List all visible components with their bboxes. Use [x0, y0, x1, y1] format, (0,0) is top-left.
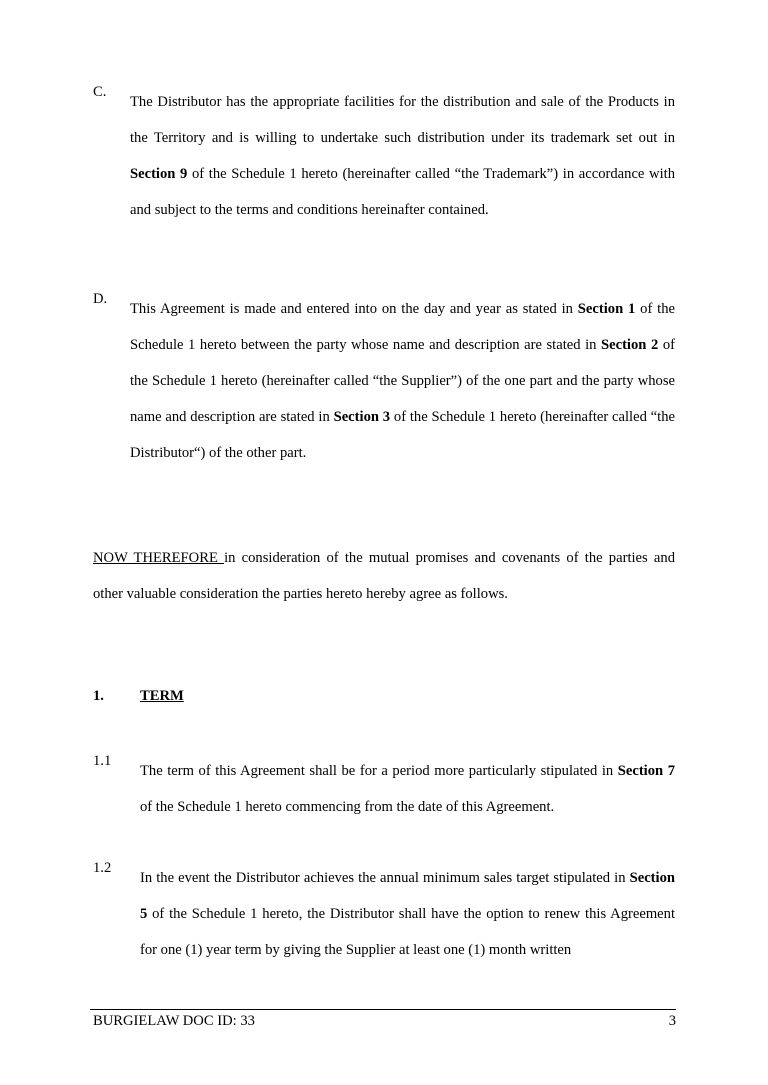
subclause-text: [140, 860, 675, 968]
text-run: The Distributor has the appropriate facilities for the distribution and sale of the Products in the Territory and is willing to undertake such distribution under its trademark set out in: [130, 94, 675, 146]
recital-label: D.: [93, 291, 108, 307]
subclause-text: [140, 753, 675, 825]
text-run: of the Schedule 1 hereto (hereinafter called “the Trademark”) in accordance with and subject to the terms and conditions hereinafter contained.: [130, 166, 675, 218]
operative-clause: [93, 540, 675, 612]
section-title: TERM: [140, 688, 184, 704]
section-reference: Section 7: [617, 763, 675, 779]
recital-label: C.: [93, 84, 107, 100]
text-run: The term of this Agreement shall be for a period more particularly stipulated in: [140, 763, 618, 779]
section-reference: Section 5: [140, 870, 675, 922]
subclause-1-1: [93, 753, 675, 825]
text-run: in consideration of the mutual promises and covenants of the parties and other valuable consideration the parties hereto hereby agree as follows.: [93, 550, 675, 602]
text-run: This Agreement is made and entered into on the day and year as stated in: [130, 301, 578, 317]
footer-doc-id: BURGIELAW DOC ID: 33: [93, 1013, 255, 1029]
subclause-1-2: [93, 860, 675, 968]
section-reference: Section 3: [333, 409, 391, 425]
subclause-label: 1.2: [93, 860, 112, 876]
subclause-label: 1.1: [93, 753, 112, 769]
text-run: of the Schedule 1 hereto (hereinafter called “the Distributor“) of the other part.: [130, 409, 675, 461]
now-therefore-lead: NOW THEREFORE: [93, 550, 225, 566]
footer-page-number: 3: [668, 1013, 676, 1029]
section-number: 1.: [93, 688, 104, 704]
section-reference: Section 9: [130, 166, 188, 182]
text-run: of the Schedule 1 hereto, the Distributor shall have the option to renew this Agreement for one (1) year term by giving the Supplier at least one (1) month written: [140, 906, 675, 958]
footer-divider: [90, 1009, 676, 1010]
section-reference: Section 2: [601, 337, 659, 353]
section-reference: Section 1: [577, 301, 636, 317]
recital-text: [130, 291, 675, 471]
section-heading: [93, 688, 184, 705]
text-run: In the event the Distributor achieves the annual minimum sales target stipulated in: [140, 870, 630, 886]
text-run: of the Schedule 1 hereto (hereinafter called “the Supplier”) of the one part and the party whose name and description are stated in: [130, 337, 675, 425]
text-run: of the Schedule 1 hereto between the party whose name and description are stated in: [130, 301, 675, 353]
recital-c: [93, 84, 675, 228]
text-run: of the Schedule 1 hereto commencing from the date of this Agreement.: [140, 799, 555, 815]
recital-text: [130, 84, 675, 228]
recital-d: [93, 291, 675, 471]
